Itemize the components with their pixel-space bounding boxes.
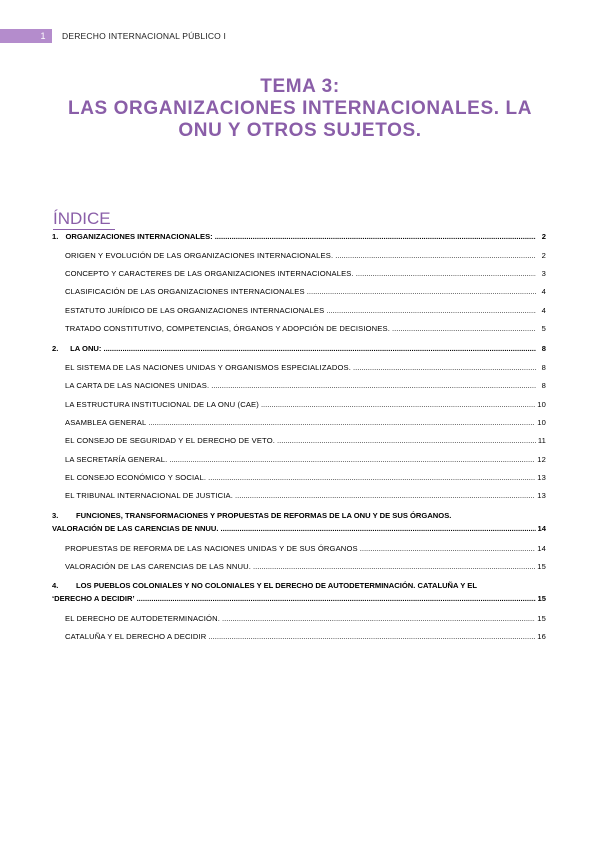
toc-entry-1-3[interactable] — [52, 287, 546, 296]
toc-leader-dots — [277, 436, 536, 445]
toc-leader-dots — [356, 269, 536, 278]
toc-entry-4-line-1[interactable] — [52, 581, 477, 590]
toc-entry-page: 4 — [541, 306, 546, 315]
toc-entry-text: ASAMBLEA GENERAL — [65, 418, 147, 427]
toc-entry-2[interactable] — [52, 344, 546, 353]
toc-entry-number: 4. — [52, 581, 59, 590]
toc-entry-page: 15 — [537, 562, 546, 571]
toc-entry-page: 8 — [541, 363, 546, 372]
toc-entry-text: EL CONSEJO ECONÓMICO Y SOCIAL. — [65, 473, 207, 482]
toc-leader-dots — [353, 363, 536, 372]
toc-leader-dots — [360, 544, 536, 553]
toc-entry-2-7[interactable] — [52, 473, 546, 482]
toc-entry-2-2[interactable] — [52, 381, 546, 390]
toc-entry-3-1[interactable] — [52, 544, 546, 553]
toc-leader-dots — [222, 614, 535, 623]
toc-entry-text: LA ESTRUCTURA INSTITUCIONAL DE LA ONU (CAE) — [65, 400, 259, 409]
toc-entry-page: 10 — [537, 400, 546, 409]
toc-entry-page: 12 — [537, 455, 546, 464]
running-title: DERECHO INTERNACIONAL PÚBLICO I — [62, 31, 227, 41]
title-line-3: ONU Y OTROS SUJETOS. — [178, 120, 422, 141]
toc-leader-dots — [137, 594, 536, 603]
toc-entry-2-8[interactable] — [52, 491, 546, 500]
toc-leader-dots — [148, 418, 535, 427]
toc-entry-text: TRATADO CONSTITUTIVO, COMPETENCIAS, ÓRGANOS Y ADOPCIÓN DE DECISIONES. — [65, 324, 390, 333]
toc-leader-dots — [326, 306, 536, 315]
toc-entry-1[interactable] — [52, 232, 546, 241]
toc-entry-page: 3 — [541, 269, 546, 278]
title-line-1: TEMA 3: — [260, 76, 340, 97]
toc-leader-dots — [215, 232, 536, 241]
toc-leader-dots — [253, 562, 535, 571]
toc-entry-text-continued: ‘DERECHO A DECIDIR’ — [52, 594, 135, 603]
toc-entry-number: 1. — [52, 232, 59, 241]
toc-leader-dots — [169, 455, 535, 464]
toc-entry-4-1[interactable] — [52, 614, 546, 623]
toc-entry-text: LA ONU: — [70, 344, 102, 353]
toc-entry-page: 8 — [541, 381, 546, 390]
toc-entry-text: LA CARTA DE LAS NACIONES UNIDAS. — [65, 381, 210, 390]
toc-entry-page: 4 — [541, 287, 546, 296]
toc-entry-2-6[interactable] — [52, 455, 546, 464]
toc-entry-4-2[interactable] — [52, 632, 546, 641]
toc-entry-page: 10 — [537, 418, 546, 427]
toc-entry-1-4[interactable] — [52, 306, 546, 315]
toc-entry-3-2[interactable] — [52, 562, 546, 571]
toc-leader-dots — [235, 491, 535, 500]
toc-leader-dots — [208, 632, 535, 641]
toc-entry-page: 13 — [537, 491, 546, 500]
toc-leader-dots — [208, 473, 535, 482]
document-title — [40, 76, 560, 142]
toc-entry-text: CONCEPTO Y CARACTERES DE LAS ORGANIZACIONES INTERNACIONALES. — [65, 269, 354, 278]
toc-leader-dots — [211, 381, 536, 390]
toc-entry-text: LOS PUEBLOS COLONIALES Y NO COLONIALES Y EL DERECHO DE AUTODETERMINACIÓN. CATALUÑA Y EL — [76, 581, 477, 590]
toc-entry-text: PROPUESTAS DE REFORMA DE LAS NACIONES UNIDAS Y DE SUS ÓRGANOS — [65, 544, 358, 553]
toc-entry-2-3[interactable] — [52, 400, 546, 409]
toc-entry-2-4[interactable] — [52, 418, 546, 427]
toc-entry-page: 2 — [541, 232, 546, 241]
toc-entry-text: EL SISTEMA DE LAS NACIONES UNIDAS Y ORGANISMOS ESPECIALIZADOS. — [65, 363, 351, 372]
toc-entry-page: 2 — [541, 251, 546, 260]
toc-entry-text: CATALUÑA Y EL DERECHO A DECIDIR — [65, 632, 207, 641]
toc-entry-page: 5 — [541, 324, 546, 333]
title-line-2: LAS ORGANIZACIONES INTERNACIONALES. LA — [67, 98, 533, 119]
toc-entry-text: FUNCIONES, TRANSFORMACIONES Y PROPUESTAS DE REFORMAS DE LA ONU Y DE SUS ÓRGANOS. — [76, 511, 452, 520]
toc-entry-text: ORGANIZACIONES INTERNACIONALES: — [65, 232, 213, 241]
toc-entry-page: 13 — [537, 473, 546, 482]
toc-entry-text-continued: VALORACIÓN DE LAS CARENCIAS DE NNUU. — [52, 524, 219, 533]
toc-leader-dots — [221, 524, 536, 533]
toc-entry-text: EL DERECHO DE AUTODETERMINACIÓN. — [65, 614, 221, 623]
toc-entry-page: 11 — [537, 436, 546, 445]
toc-entry-text: CLASIFICACIÓN DE LAS ORGANIZACIONES INTERNACIONALES — [65, 287, 305, 296]
toc-entry-number: 2. — [52, 344, 59, 353]
toc-entry-text: LA SECRETARÍA GENERAL. — [65, 455, 168, 464]
toc-entry-text: ORIGEN Y EVOLUCIÓN DE LAS ORGANIZACIONES INTERNACIONALES. — [65, 251, 334, 260]
toc-entry-text: ESTATUTO JURÍDICO DE LAS ORGANIZACIONES INTERNACIONALES — [65, 306, 325, 315]
toc-entry-1-1[interactable] — [52, 251, 546, 260]
toc-entry-2-5[interactable] — [52, 436, 546, 445]
toc-entry-text: EL TRIBUNAL INTERNACIONAL DE JUSTICIA. — [65, 491, 234, 500]
toc-entry-page: 14 — [537, 544, 546, 553]
toc-entry-page: 16 — [537, 632, 546, 641]
toc-entry-page: 15 — [537, 594, 546, 603]
toc-leader-dots — [335, 251, 536, 260]
toc-entry-number: 3. — [52, 511, 59, 520]
toc-entry-1-2[interactable] — [52, 269, 546, 278]
toc-entry-page: 8 — [541, 344, 546, 353]
running-header — [0, 29, 600, 43]
toc-leader-dots — [307, 287, 536, 296]
toc-entry-1-5[interactable] — [52, 324, 546, 333]
toc-entry-text: EL CONSEJO DE SEGURIDAD Y EL DERECHO DE VETO. — [65, 436, 276, 445]
toc-entry-page: 14 — [537, 524, 546, 533]
page-number: 1 — [40, 31, 46, 41]
toc-entry-3[interactable] — [52, 524, 546, 533]
toc-entry-3-line-1[interactable] — [52, 511, 451, 520]
toc-entry-4[interactable] — [52, 594, 546, 603]
toc-leader-dots — [261, 400, 535, 409]
toc-entry-page: 15 — [537, 614, 546, 623]
toc-leader-dots — [103, 344, 536, 353]
toc-heading: ÍNDICE — [53, 209, 115, 230]
toc-entry-2-1[interactable] — [52, 363, 546, 372]
toc-entry-text: VALORACIÓN DE LAS CARENCIAS DE LAS NNUU. — [65, 562, 252, 571]
toc-leader-dots — [392, 324, 536, 333]
